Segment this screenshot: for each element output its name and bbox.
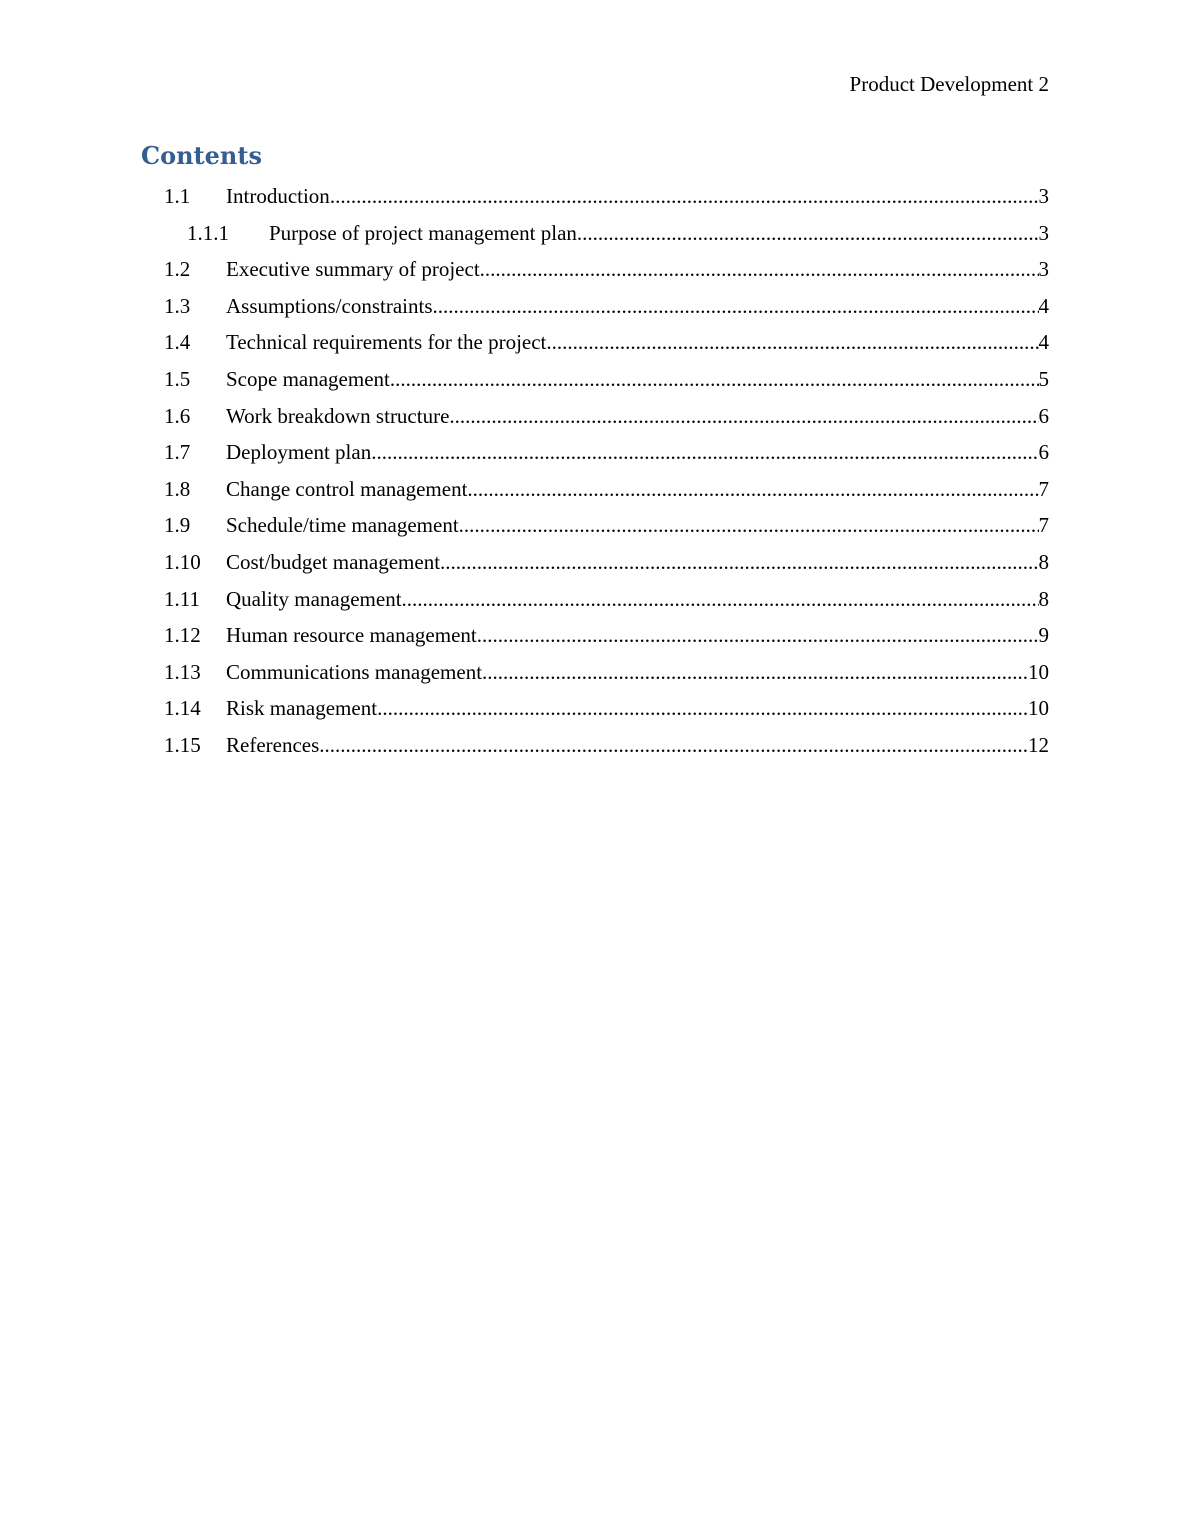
toc-entry-number: 1.6: [164, 403, 191, 428]
toc-entry-label: Executive summary of project: [226, 253, 480, 286]
toc-entry-change-control-management[interactable]: [164, 473, 1049, 510]
dot-leader: [319, 729, 1028, 762]
table-of-contents: [164, 180, 1049, 766]
toc-entry-label: Work breakdown structure: [226, 400, 449, 433]
toc-entry-page-number: 9: [1039, 619, 1050, 652]
toc-entry-label: Change control management: [226, 473, 467, 506]
toc-entry-page-number: 12: [1028, 729, 1049, 762]
toc-entry-page-number: 3: [1039, 253, 1050, 286]
dot-leader: [449, 400, 1038, 433]
toc-entry-number: 1.4: [164, 330, 191, 355]
dot-leader: [467, 473, 1038, 506]
dot-leader: [402, 583, 1039, 616]
toc-entry-number: 1.3: [164, 293, 191, 318]
toc-entry-communications-management[interactable]: [164, 656, 1049, 693]
dot-leader: [371, 436, 1038, 469]
toc-entry-number: 1.13: [164, 659, 201, 684]
toc-entry-page-number: 5: [1039, 363, 1050, 396]
toc-entry-introduction[interactable]: [164, 180, 1049, 217]
toc-entry-work-breakdown-structure[interactable]: [164, 400, 1049, 437]
toc-entry-page-number: 3: [1039, 180, 1050, 213]
dot-leader: [440, 546, 1038, 579]
toc-entry-number: 1.2: [164, 257, 191, 282]
dot-leader: [459, 509, 1039, 542]
toc-entry-number: 1.10: [164, 549, 201, 574]
dot-leader: [330, 180, 1039, 213]
dot-leader: [577, 217, 1039, 250]
toc-entry-schedule-time-management[interactable]: [164, 509, 1049, 546]
toc-entry-label: Schedule/time management: [226, 509, 459, 542]
toc-entry-deployment-plan[interactable]: [164, 436, 1049, 473]
dot-leader: [377, 692, 1028, 725]
toc-entry-page-number: 4: [1039, 290, 1050, 323]
toc-entry-number: 1.5: [164, 366, 191, 391]
toc-entry-purpose-of-project-management-plan[interactable]: [164, 217, 1049, 254]
dot-leader: [480, 253, 1039, 286]
toc-entry-label: Communications management: [226, 656, 482, 689]
toc-entry-number: 1.11: [164, 586, 200, 611]
running-header: Product Development 2: [849, 72, 1049, 96]
toc-entry-label: Scope management: [226, 363, 390, 396]
toc-entry-label: Human resource management: [226, 619, 477, 652]
toc-entry-scope-management[interactable]: [164, 363, 1049, 400]
dot-leader: [477, 619, 1039, 652]
toc-entry-number: 1.12: [164, 623, 201, 648]
toc-entry-page-number: 4: [1039, 326, 1050, 359]
dot-leader: [546, 326, 1038, 359]
toc-entry-assumptions-constraints[interactable]: [164, 290, 1049, 327]
toc-entry-quality-management[interactable]: [164, 583, 1049, 620]
toc-entry-page-number: 3: [1039, 217, 1050, 250]
dot-leader: [433, 290, 1039, 323]
toc-entry-number: 1.14: [164, 696, 201, 721]
toc-entry-page-number: 8: [1039, 546, 1050, 579]
toc-entry-label: Quality management: [226, 583, 402, 616]
toc-entry-label: Introduction: [226, 180, 330, 213]
toc-entry-label: References: [226, 729, 319, 762]
toc-entry-human-resource-management[interactable]: [164, 619, 1049, 656]
toc-entry-label: Cost/budget management: [226, 546, 440, 579]
toc-entry-page-number: 6: [1039, 436, 1050, 469]
dot-leader: [482, 656, 1028, 689]
toc-entry-page-number: 6: [1039, 400, 1050, 433]
toc-entry-number: 1.1.1: [187, 220, 229, 245]
toc-entry-cost-budget-management[interactable]: [164, 546, 1049, 583]
toc-entry-page-number: 7: [1039, 509, 1050, 542]
toc-entry-number: 1.8: [164, 476, 191, 501]
toc-entry-label: Purpose of project management plan: [269, 217, 577, 250]
toc-entry-page-number: 8: [1039, 583, 1050, 616]
toc-entry-executive-summary[interactable]: [164, 253, 1049, 290]
toc-entry-page-number: 7: [1039, 473, 1050, 506]
toc-title: Contents: [141, 141, 262, 170]
toc-entry-label: Technical requirements for the project: [226, 326, 546, 359]
toc-entry-number: 1.1: [164, 184, 191, 208]
toc-entry-page-number: 10: [1028, 656, 1049, 689]
toc-entry-label: Risk management: [226, 692, 377, 725]
toc-entry-number: 1.9: [164, 513, 191, 538]
toc-entry-label: Assumptions/constraints: [226, 290, 433, 323]
toc-entry-risk-management[interactable]: [164, 692, 1049, 729]
toc-entry-label: Deployment plan: [226, 436, 371, 469]
toc-entry-number: 1.15: [164, 732, 201, 757]
toc-entry-references[interactable]: [164, 729, 1049, 766]
toc-entry-page-number: 10: [1028, 692, 1049, 725]
toc-entry-number: 1.7: [164, 440, 191, 465]
dot-leader: [390, 363, 1039, 396]
toc-entry-technical-requirements[interactable]: [164, 326, 1049, 363]
